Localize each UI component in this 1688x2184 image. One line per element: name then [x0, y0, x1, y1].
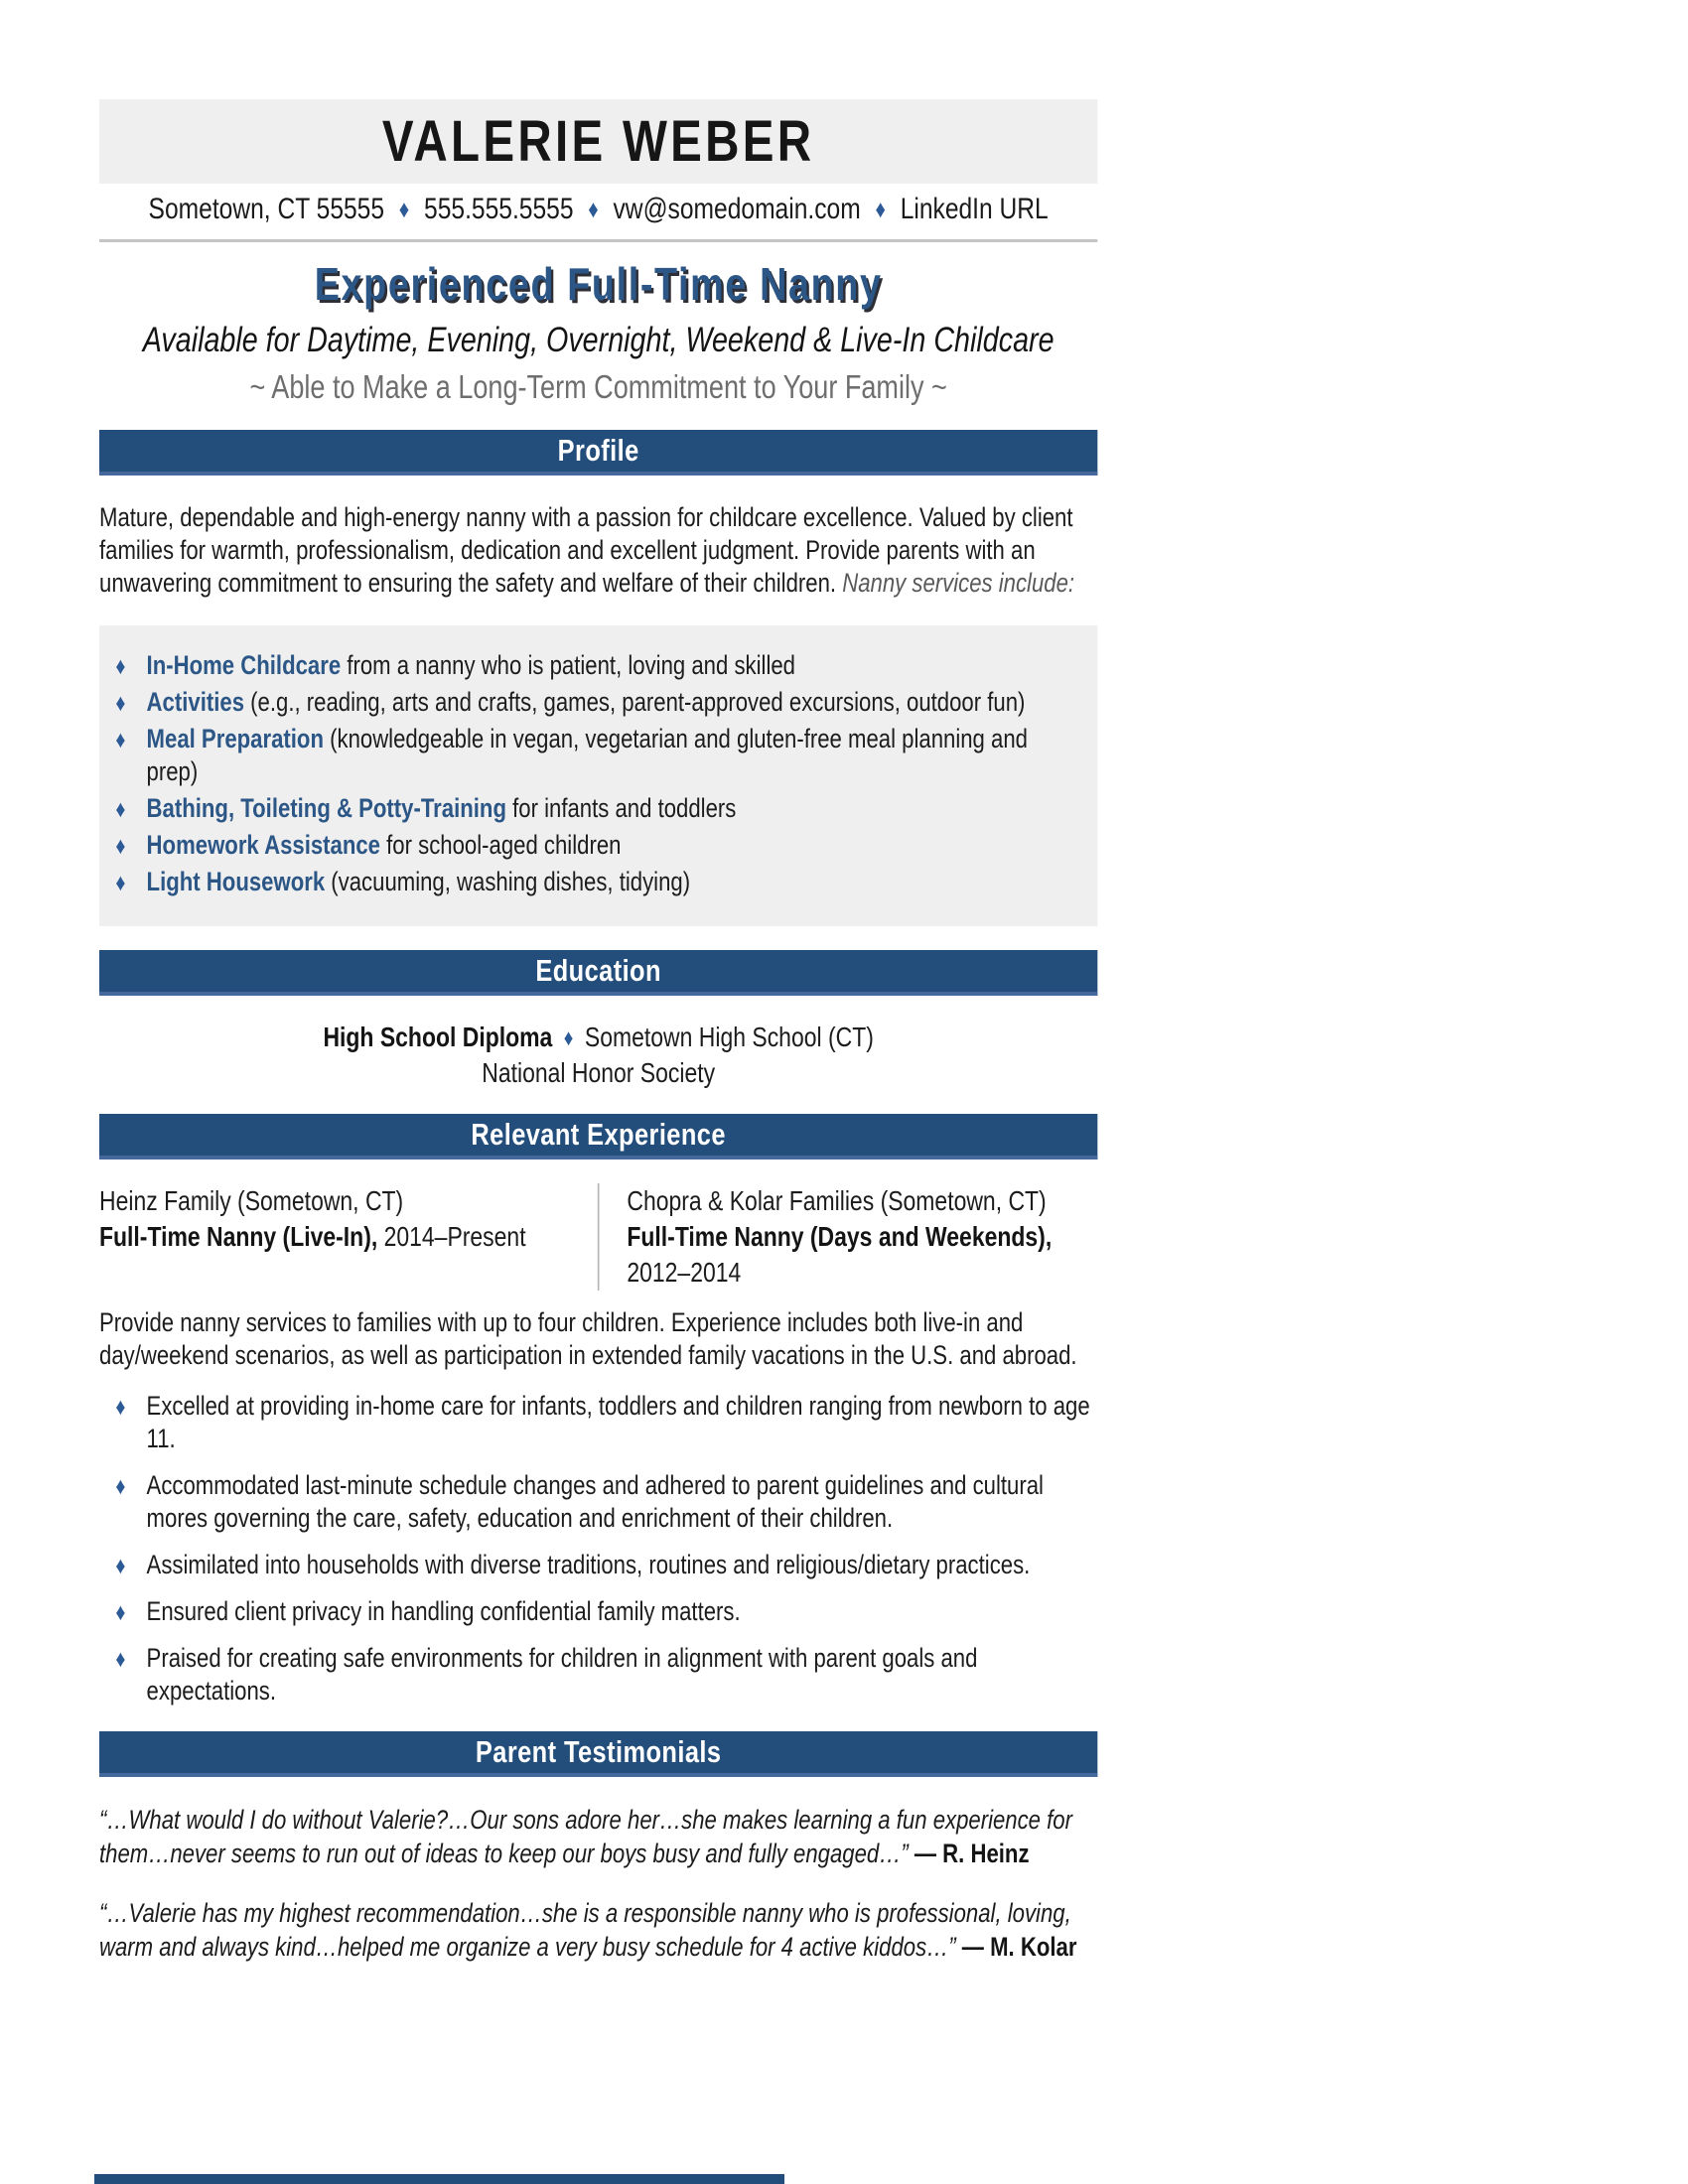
testimonial-attribution: — M. Kolar: [955, 1932, 1077, 1962]
bullet-text: Accommodated last-minute schedule changes and adhered to parent guidelines and cultural mores governing the care, safety, education and enrichment of their children.: [146, 1470, 1044, 1533]
service-lead: Homework Assistance: [146, 830, 381, 860]
list-item: [99, 1469, 1097, 1535]
service-detail: from a nanny who is patient, loving and skilled: [341, 650, 795, 680]
experience-job: [599, 1183, 1097, 1291]
list-item: [99, 792, 1073, 825]
service-detail: for school-aged children: [380, 830, 622, 860]
contact-phone: 555.555.5555: [424, 193, 574, 225]
experience-columns: [99, 1183, 1097, 1291]
section-header-education: Education: [99, 950, 1097, 996]
diamond-bullet-icon: ♦: [115, 1394, 126, 1421]
job-dates: 2014–Present: [377, 1221, 526, 1252]
education-block: [99, 1020, 1097, 1090]
education-line: [99, 1020, 1097, 1055]
profile-summary: [99, 501, 1097, 600]
diamond-bullet-icon: ♦: [115, 1599, 126, 1626]
diamond-separator-icon: ♦: [875, 196, 886, 223]
resume-content: [99, 99, 1097, 1964]
list-item: [99, 723, 1073, 788]
section-header-testimonials: Parent Testimonials: [99, 1731, 1097, 1777]
diamond-separator-icon: ♦: [563, 1024, 574, 1050]
service-detail: (e.g., reading, arts and crafts, games, parent-approved excursions, outdoor fun): [244, 687, 1026, 717]
job-employer: Chopra & Kolar Families (Sometown, CT): [627, 1185, 1047, 1216]
bullet-text: Excelled at providing in-home care for infants, toddlers and children ranging from newborn to age 11.: [146, 1391, 1090, 1453]
education-school: Sometown High School (CT): [584, 1022, 874, 1052]
bullet-text: Ensured client privacy in handling confidential family matters.: [146, 1596, 741, 1626]
section-header-experience: Relevant Experience: [99, 1114, 1097, 1160]
service-lead: Meal Preparation: [146, 724, 324, 753]
job-title: Full-Time Nanny (Live-In),: [99, 1221, 378, 1252]
testimonial-quote: “…Valerie has my highest recommendation…she is a responsible nanny who is professional, loving, warm and always kind…helped me organize a very busy schedule for 4 active kiddos…”: [99, 1898, 1071, 1962]
contact-linkedin[interactable]: LinkedIn URL: [900, 193, 1049, 225]
education-honor: National Honor Society: [482, 1057, 716, 1088]
service-detail: for infants and toddlers: [505, 793, 737, 823]
resume-headline: Experienced Full-Time Nanny: [314, 258, 883, 310]
diamond-bullet-icon: ♦: [115, 870, 126, 896]
service-detail: (knowledgeable in vegan, vegetarian and gluten-free meal planning and prep): [146, 724, 1028, 786]
education-degree: High School Diploma: [323, 1022, 553, 1052]
list-item: [99, 686, 1073, 719]
diamond-bullet-icon: ♦: [115, 727, 126, 753]
diamond-bullet-icon: ♦: [115, 690, 126, 717]
next-section-band-partial: [94, 2174, 784, 2184]
testimonial-attribution: — R. Heinz: [908, 1839, 1030, 1868]
diamond-bullet-icon: ♦: [115, 796, 126, 823]
bullet-text: Praised for creating safe environments for children in alignment with parent goals and expectations.: [146, 1643, 978, 1706]
diamond-separator-icon: ♦: [398, 196, 410, 223]
profile-summary-text: Mature, dependable and high-energy nanny with a passion for childcare excellence. Valued by client families for warmth, professionalism, dedication and excellent judgment. Provide parents with an unwavering commitment to ensuring the safety and welfare of their children.: [99, 502, 1073, 598]
testimonial-quote: “…What would I do without Valerie?…Our sons adore her…she makes learning a fun experience for them…never seems to run out of ideas to keep our boys busy and fully engaged…”: [99, 1805, 1072, 1868]
job-title-line: [627, 1219, 1097, 1291]
list-item: [99, 1642, 1097, 1707]
profile-summary-note: Nanny services include:: [842, 568, 1075, 598]
bullet-text: Assimilated into households with diverse traditions, routines and religious/dietary practices.: [146, 1550, 1031, 1579]
contact-location: Sometown, CT 55555: [148, 193, 385, 225]
experience-summary: Provide nanny services to families with up to four children. Experience includes both live-in and day/weekend scenarios, as well as participation in extended family vacations in the U.S. and abroad.: [99, 1307, 1077, 1370]
list-item: [99, 649, 1073, 682]
name-band: [99, 99, 1097, 184]
diamond-bullet-icon: ♦: [115, 1473, 126, 1500]
job-dates: 2012–2014: [627, 1257, 742, 1288]
header-divider: [99, 239, 1097, 242]
services-list: [99, 625, 1097, 926]
contact-email[interactable]: vw@somedomain.com: [613, 193, 861, 225]
service-lead: In-Home Childcare: [146, 650, 342, 680]
list-item: [99, 1549, 1097, 1581]
list-item: [99, 829, 1073, 862]
diamond-bullet-icon: ♦: [115, 833, 126, 860]
resume-subheadline: Available for Daytime, Evening, Overnight, Weekend & Live-In Childcare: [142, 321, 1055, 359]
testimonial: [99, 1803, 1097, 1870]
testimonial: [99, 1896, 1097, 1964]
contact-line: [99, 193, 1097, 226]
service-lead: Light Housework: [146, 867, 326, 896]
diamond-separator-icon: ♦: [588, 196, 599, 223]
candidate-name: VALERIE WEBER: [381, 109, 815, 174]
list-item: [99, 1390, 1097, 1455]
diamond-bullet-icon: ♦: [115, 1646, 126, 1673]
diamond-bullet-icon: ♦: [115, 653, 126, 680]
list-item: [99, 866, 1073, 898]
experience-job: [99, 1183, 598, 1291]
service-lead: Bathing, Toileting & Potty-Training: [146, 793, 506, 823]
section-header-profile: Profile: [99, 430, 1097, 476]
job-title-line: [99, 1219, 570, 1255]
service-detail: (vacuuming, washing dishes, tidying): [325, 867, 691, 896]
service-lead: Activities: [146, 687, 245, 717]
resume-tagline: ~ Able to Make a Long-Term Commitment to Your Family ~: [249, 368, 947, 405]
experience-bullets: [99, 1390, 1097, 1707]
job-title: Full-Time Nanny (Days and Weekends),: [627, 1221, 1053, 1252]
list-item: [99, 1595, 1097, 1628]
job-employer: Heinz Family (Sometown, CT): [99, 1185, 404, 1216]
diamond-bullet-icon: ♦: [115, 1553, 126, 1579]
